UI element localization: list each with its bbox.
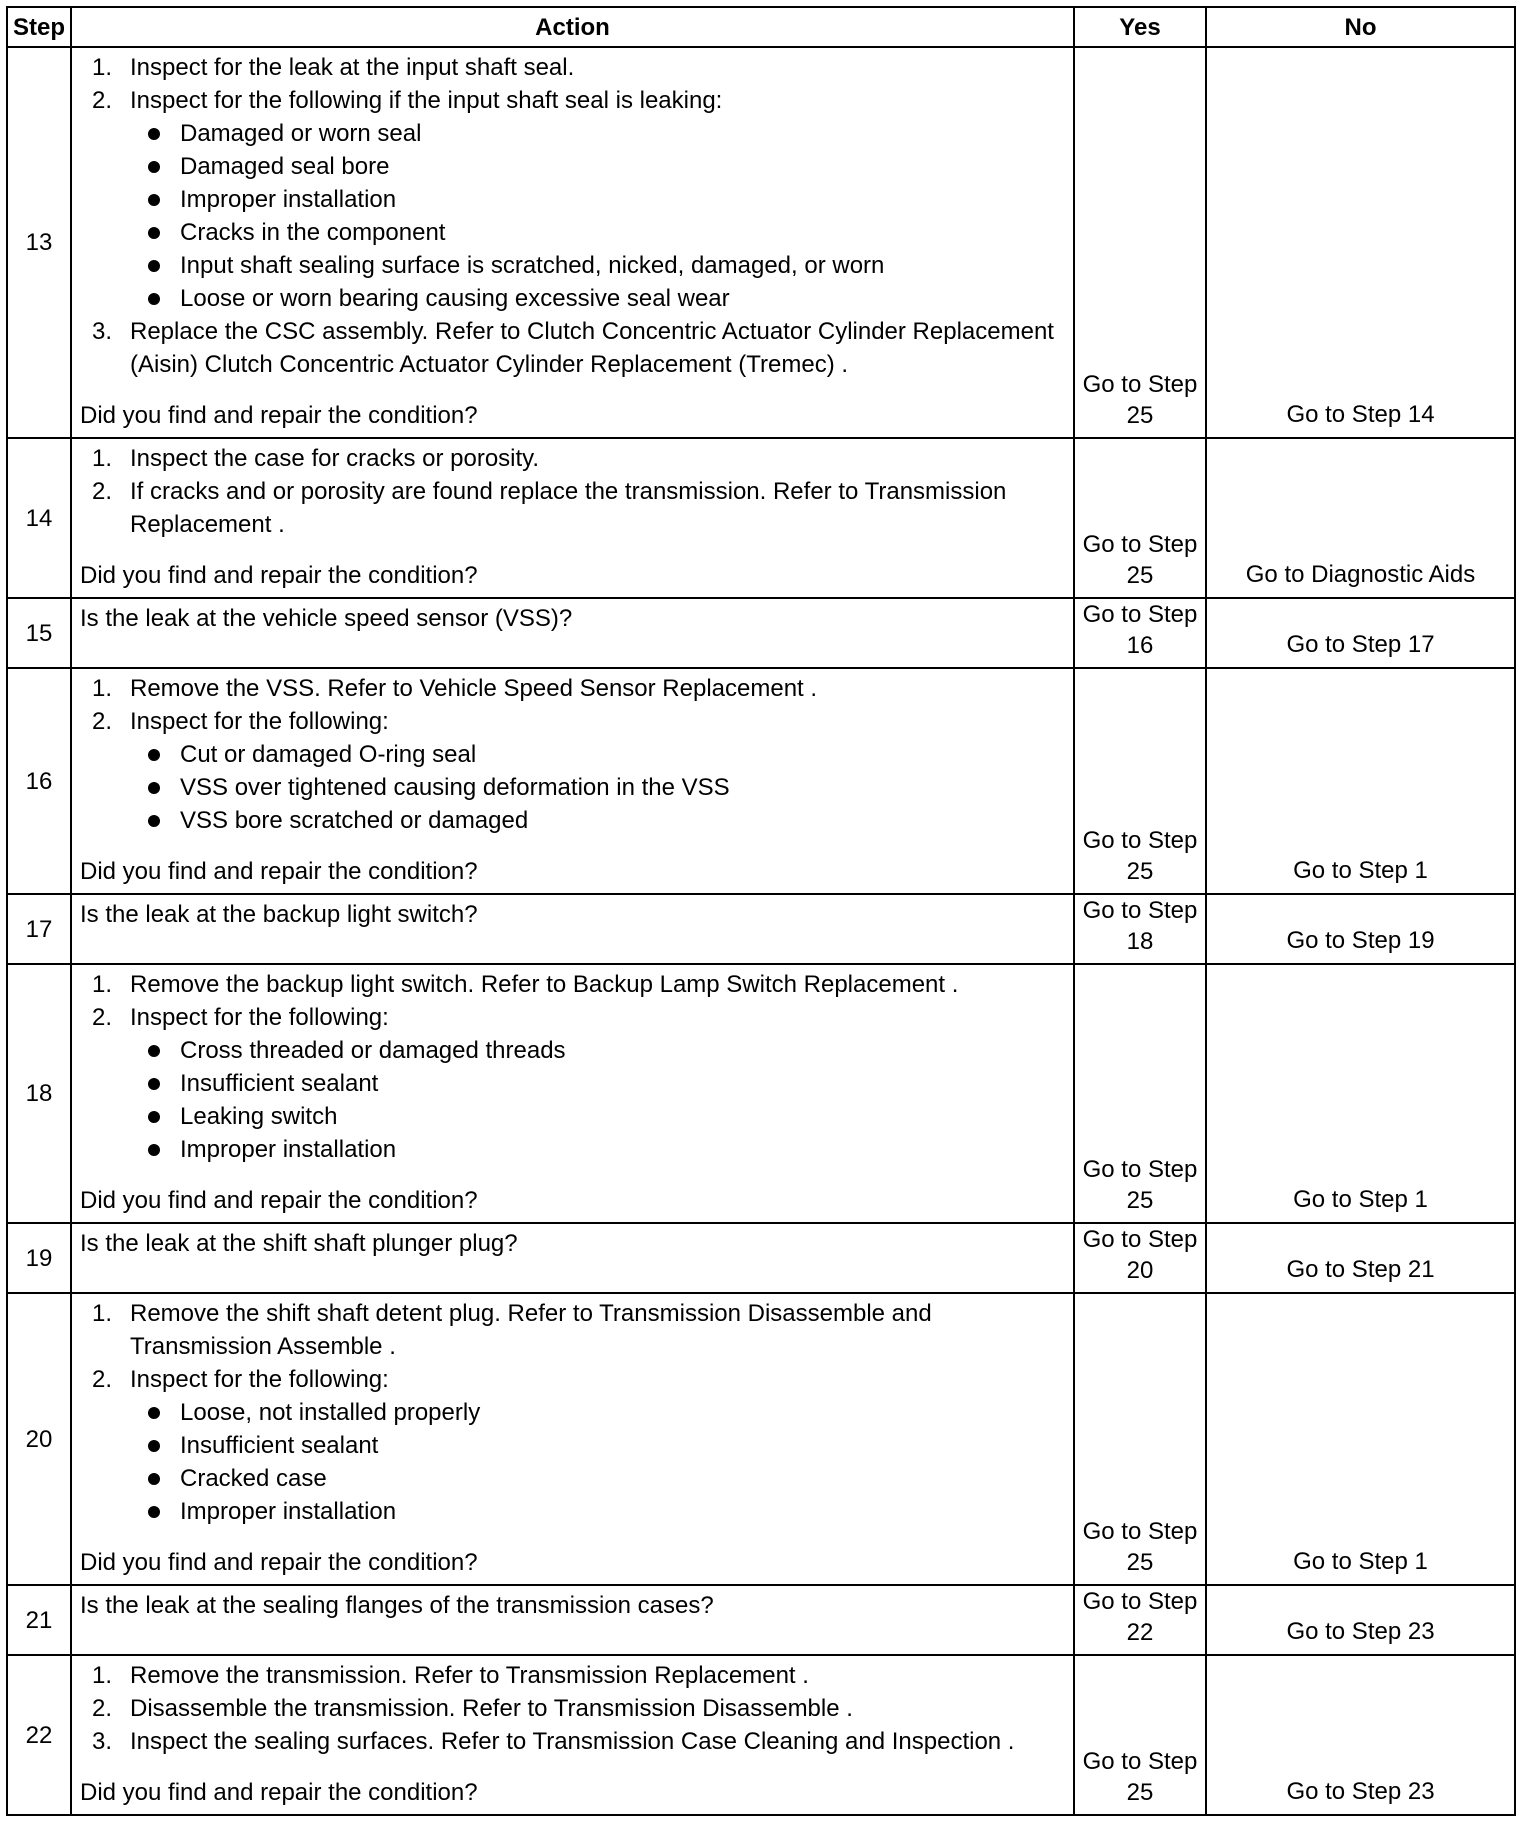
bullet-icon	[148, 260, 160, 272]
instruction-text: Remove the VSS. Refer to Vehicle Speed Sensor Replacement .	[130, 675, 818, 702]
header-yes: Yes	[1074, 7, 1206, 47]
instruction-item	[80, 1297, 1065, 1363]
bullet-text: Loose or worn bearing causing excessive seal wear	[180, 285, 730, 312]
bullet-item	[130, 216, 1065, 249]
no-result: Go to Step 19	[1206, 894, 1515, 964]
bullet-text: Input shaft sealing surface is scratched, nicked, damaged, or worn	[180, 252, 885, 279]
step-number: 22	[7, 1655, 71, 1815]
instruction-number: 2.	[92, 708, 113, 735]
instruction-number: 2.	[92, 87, 113, 114]
diagnostic-page	[6, 6, 1514, 1816]
instruction-number: 3.	[92, 318, 113, 345]
bullet-list	[130, 1396, 1065, 1528]
action-cell	[71, 1655, 1074, 1815]
bullet-item	[130, 282, 1065, 315]
bullet-list	[130, 117, 1065, 315]
instruction-number: 1.	[92, 1300, 113, 1327]
header-no: No	[1206, 7, 1515, 47]
yes-result: Go to Step 25	[1074, 668, 1206, 894]
instruction-list	[80, 1297, 1065, 1528]
bullet-text: VSS bore scratched or damaged	[180, 807, 529, 834]
instruction-text: Remove the shift shaft detent plug. Refer to Transmission Disassemble and Transmission Assemble .	[130, 1300, 932, 1360]
instruction-text: Inspect for the following:	[130, 1366, 389, 1393]
step-number: 13	[7, 47, 71, 438]
instruction-text: If cracks and or porosity are found replace the transmission. Refer to Transmission Replacement .	[130, 478, 1007, 538]
question-text: Is the leak at the backup light switch?	[80, 901, 478, 928]
yes-result: Go to Step 22	[1074, 1585, 1206, 1655]
yes-result: Go to Step 25	[1074, 964, 1206, 1223]
instruction-number: 2.	[92, 1695, 113, 1722]
yes-result: Go to Step 25	[1074, 438, 1206, 598]
yes-result: Go to Step 18	[1074, 894, 1206, 964]
instruction-item	[80, 1659, 1065, 1692]
bullet-item	[130, 183, 1065, 216]
yes-result: Go to Step 25	[1074, 1293, 1206, 1585]
instruction-item	[80, 51, 1065, 84]
instruction-item	[80, 672, 1065, 705]
question-text: Is the leak at the sealing flanges of the transmission cases?	[80, 1592, 714, 1619]
action-cell	[71, 438, 1074, 598]
diagnostic-table	[6, 6, 1516, 1816]
bullet-text: Insufficient sealant	[180, 1070, 379, 1097]
bullet-icon	[148, 293, 160, 305]
instruction-item	[80, 705, 1065, 837]
bullet-icon	[148, 161, 160, 173]
bullet-text: Improper installation	[180, 1136, 397, 1163]
bullet-item	[130, 1396, 1065, 1429]
instruction-number: 1.	[92, 971, 113, 998]
instruction-list	[80, 1659, 1065, 1758]
bullet-icon	[148, 749, 160, 761]
action-cell	[71, 1293, 1074, 1585]
no-result: Go to Step 23	[1206, 1655, 1515, 1815]
bullet-list	[130, 738, 1065, 837]
bullet-text: Cross threaded or damaged threads	[180, 1037, 566, 1064]
no-result: Go to Step 21	[1206, 1223, 1515, 1293]
instruction-text: Inspect the case for cracks or porosity.	[130, 445, 540, 472]
bullet-icon	[148, 1144, 160, 1156]
question-text: Did you find and repair the condition?	[80, 1549, 478, 1576]
step-number: 21	[7, 1585, 71, 1655]
bullet-icon	[148, 1045, 160, 1057]
question-text: Is the leak at the vehicle speed sensor (VSS)?	[80, 605, 573, 632]
bullet-icon	[148, 815, 160, 827]
header-action: Action	[71, 7, 1074, 47]
instruction-number: 1.	[92, 1662, 113, 1689]
action-cell	[71, 598, 1074, 668]
header-row	[7, 7, 1515, 47]
question-text: Did you find and repair the condition?	[80, 1779, 478, 1806]
bullet-icon	[148, 1078, 160, 1090]
action-cell	[71, 1223, 1074, 1293]
bullet-text: Damaged seal bore	[180, 153, 390, 180]
yes-result: Go to Step 25	[1074, 47, 1206, 438]
bullet-item	[130, 1067, 1065, 1100]
step-number: 19	[7, 1223, 71, 1293]
table-row	[7, 1585, 1515, 1655]
instruction-item	[80, 1363, 1065, 1528]
action-cell	[71, 668, 1074, 894]
instruction-item	[80, 84, 1065, 315]
instruction-text: Inspect for the following:	[130, 1004, 389, 1031]
action-cell	[71, 47, 1074, 438]
no-result: Go to Step 1	[1206, 964, 1515, 1223]
table-row	[7, 894, 1515, 964]
no-result: Go to Step 1	[1206, 1293, 1515, 1585]
table-row	[7, 1655, 1515, 1815]
bullet-text: Leaking switch	[180, 1103, 338, 1130]
bullet-text: Cut or damaged O-ring seal	[180, 741, 477, 768]
no-result: Go to Step 1	[1206, 668, 1515, 894]
action-cell	[71, 1585, 1074, 1655]
instruction-item	[80, 1725, 1065, 1758]
instruction-item	[80, 315, 1065, 381]
table-row	[7, 668, 1515, 894]
step-number: 17	[7, 894, 71, 964]
bullet-item	[130, 150, 1065, 183]
question-text: Did you find and repair the condition?	[80, 858, 478, 885]
instruction-item	[80, 1001, 1065, 1166]
bullet-icon	[148, 1440, 160, 1452]
bullet-item	[130, 804, 1065, 837]
instruction-list	[80, 51, 1065, 381]
bullet-item	[130, 1100, 1065, 1133]
instruction-text: Inspect for the following if the input shaft seal is leaking:	[130, 87, 723, 114]
bullet-icon	[148, 227, 160, 239]
action-cell	[71, 964, 1074, 1223]
instruction-text: Inspect for the leak at the input shaft seal.	[130, 54, 575, 81]
instruction-list	[80, 968, 1065, 1166]
instruction-list	[80, 672, 1065, 837]
instruction-number: 2.	[92, 478, 113, 505]
table-row	[7, 964, 1515, 1223]
instruction-number: 1.	[92, 445, 113, 472]
step-number: 18	[7, 964, 71, 1223]
instruction-item	[80, 442, 1065, 475]
step-number: 16	[7, 668, 71, 894]
bullet-icon	[148, 194, 160, 206]
no-result: Go to Step 23	[1206, 1585, 1515, 1655]
table-row	[7, 1223, 1515, 1293]
bullet-text: Improper installation	[180, 186, 397, 213]
no-result: Go to Diagnostic Aids	[1206, 438, 1515, 598]
table-row	[7, 47, 1515, 438]
bullet-list	[130, 1034, 1065, 1166]
instruction-number: 1.	[92, 675, 113, 702]
step-number: 14	[7, 438, 71, 598]
bullet-item	[130, 1034, 1065, 1067]
bullet-icon	[148, 1407, 160, 1419]
bullet-item	[130, 1462, 1065, 1495]
table-row	[7, 1293, 1515, 1585]
instruction-text: Disassemble the transmission. Refer to Transmission Disassemble .	[130, 1695, 853, 1722]
instruction-item	[80, 1692, 1065, 1725]
instruction-number: 1.	[92, 54, 113, 81]
yes-result: Go to Step 20	[1074, 1223, 1206, 1293]
instruction-number: 3.	[92, 1728, 113, 1755]
bullet-text: Cracked case	[180, 1465, 327, 1492]
table-row	[7, 438, 1515, 598]
bullet-item	[130, 771, 1065, 804]
yes-result: Go to Step 16	[1074, 598, 1206, 668]
no-result: Go to Step 17	[1206, 598, 1515, 668]
bullet-icon	[148, 1473, 160, 1485]
instruction-list	[80, 442, 1065, 541]
instruction-text: Remove the transmission. Refer to Transmission Replacement .	[130, 1662, 809, 1689]
bullet-text: Loose, not installed properly	[180, 1399, 481, 1426]
bullet-icon	[148, 1506, 160, 1518]
bullet-text: VSS over tightened causing deformation in the VSS	[180, 774, 730, 801]
bullet-item	[130, 1133, 1065, 1166]
bullet-icon	[148, 782, 160, 794]
question-text: Did you find and repair the condition?	[80, 402, 478, 429]
instruction-text: Inspect for the following:	[130, 708, 389, 735]
bullet-item	[130, 1429, 1065, 1462]
instruction-text: Inspect the sealing surfaces. Refer to Transmission Case Cleaning and Inspection .	[130, 1728, 1015, 1755]
table-body	[7, 47, 1515, 1815]
step-number: 15	[7, 598, 71, 668]
bullet-item	[130, 1495, 1065, 1528]
table-row	[7, 598, 1515, 668]
header-step: Step	[7, 7, 71, 47]
bullet-text: Damaged or worn seal	[180, 120, 422, 147]
instruction-number: 2.	[92, 1004, 113, 1031]
action-cell	[71, 894, 1074, 964]
yes-result: Go to Step 25	[1074, 1655, 1206, 1815]
instruction-item	[80, 968, 1065, 1001]
question-text: Is the leak at the shift shaft plunger plug?	[80, 1230, 518, 1257]
instruction-number: 2.	[92, 1366, 113, 1393]
no-result: Go to Step 14	[1206, 47, 1515, 438]
bullet-item	[130, 738, 1065, 771]
question-text: Did you find and repair the condition?	[80, 562, 478, 589]
bullet-text: Insufficient sealant	[180, 1432, 379, 1459]
step-number: 20	[7, 1293, 71, 1585]
instruction-text: Remove the backup light switch. Refer to Backup Lamp Switch Replacement .	[130, 971, 959, 998]
instruction-text: Replace the CSC assembly. Refer to Clutch Concentric Actuator Cylinder Replacement (Aisin) Clutch Concentric Actuator Cylinder Replacement (Tremec) .	[130, 318, 1054, 378]
question-text: Did you find and repair the condition?	[80, 1187, 478, 1214]
instruction-item	[80, 475, 1065, 541]
bullet-item	[130, 249, 1065, 282]
bullet-icon	[148, 128, 160, 140]
bullet-icon	[148, 1111, 160, 1123]
bullet-text: Improper installation	[180, 1498, 397, 1525]
bullet-item	[130, 117, 1065, 150]
bullet-text: Cracks in the component	[180, 219, 446, 246]
